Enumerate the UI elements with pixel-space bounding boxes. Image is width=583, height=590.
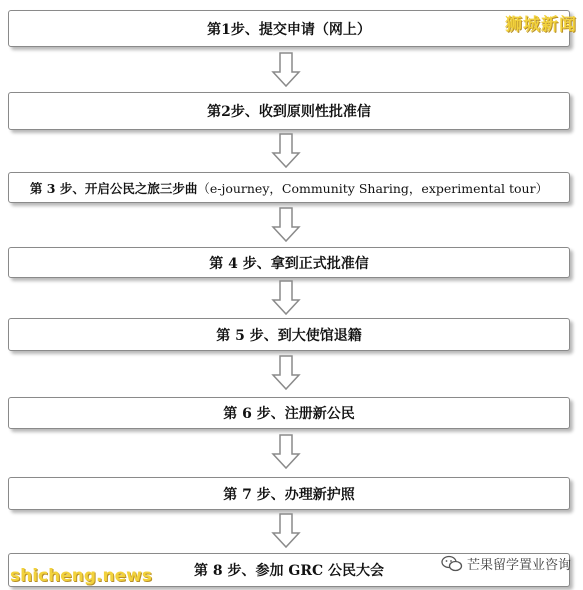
down-arrow-5 [271, 355, 301, 391]
step-3-label-en: （e-journey，Community Sharing，experimental tour） [197, 180, 549, 196]
step-5-box [8, 318, 570, 351]
down-arrow-3 [271, 207, 301, 243]
down-arrow-2 [271, 133, 301, 169]
watermark-bottom-right [441, 554, 571, 573]
watermark-bottom-right-text: 芒果留学置业咨询 [466, 558, 571, 573]
step-3-label: 第 3 步、开启公民之旅三步曲 [29, 180, 198, 196]
step-5-label: 第 5 步、到大使馆退籍 [216, 327, 362, 344]
step-3-box [8, 172, 570, 203]
step-4-label: 第 4 步、拿到正式批准信 [209, 255, 369, 272]
down-arrow-7 [271, 513, 301, 549]
step-1-box [8, 10, 570, 47]
step-7-label: 第 7 步、办理新护照 [223, 486, 355, 503]
step-6-label: 第 6 步、注册新公民 [223, 406, 355, 422]
watermark-top-right: 狮城新闻 [505, 15, 577, 35]
down-arrow-4 [271, 280, 301, 316]
step-4-box [8, 247, 570, 278]
watermark-bottom-left: shicheng.news [10, 566, 152, 586]
step-2-box [8, 92, 570, 130]
step-2-label: 第2步、收到原则性批准信 [207, 104, 371, 120]
step-6-box [8, 397, 570, 429]
down-arrow-6 [271, 434, 301, 470]
step-7-box [8, 477, 570, 510]
down-arrow-1 [271, 52, 301, 88]
step-1-label: 第1步、提交申请（网上） [207, 21, 371, 38]
wechat-icon [441, 555, 463, 573]
step-8-label: 第 8 步、参加 GRC 公民大会 [194, 563, 384, 579]
